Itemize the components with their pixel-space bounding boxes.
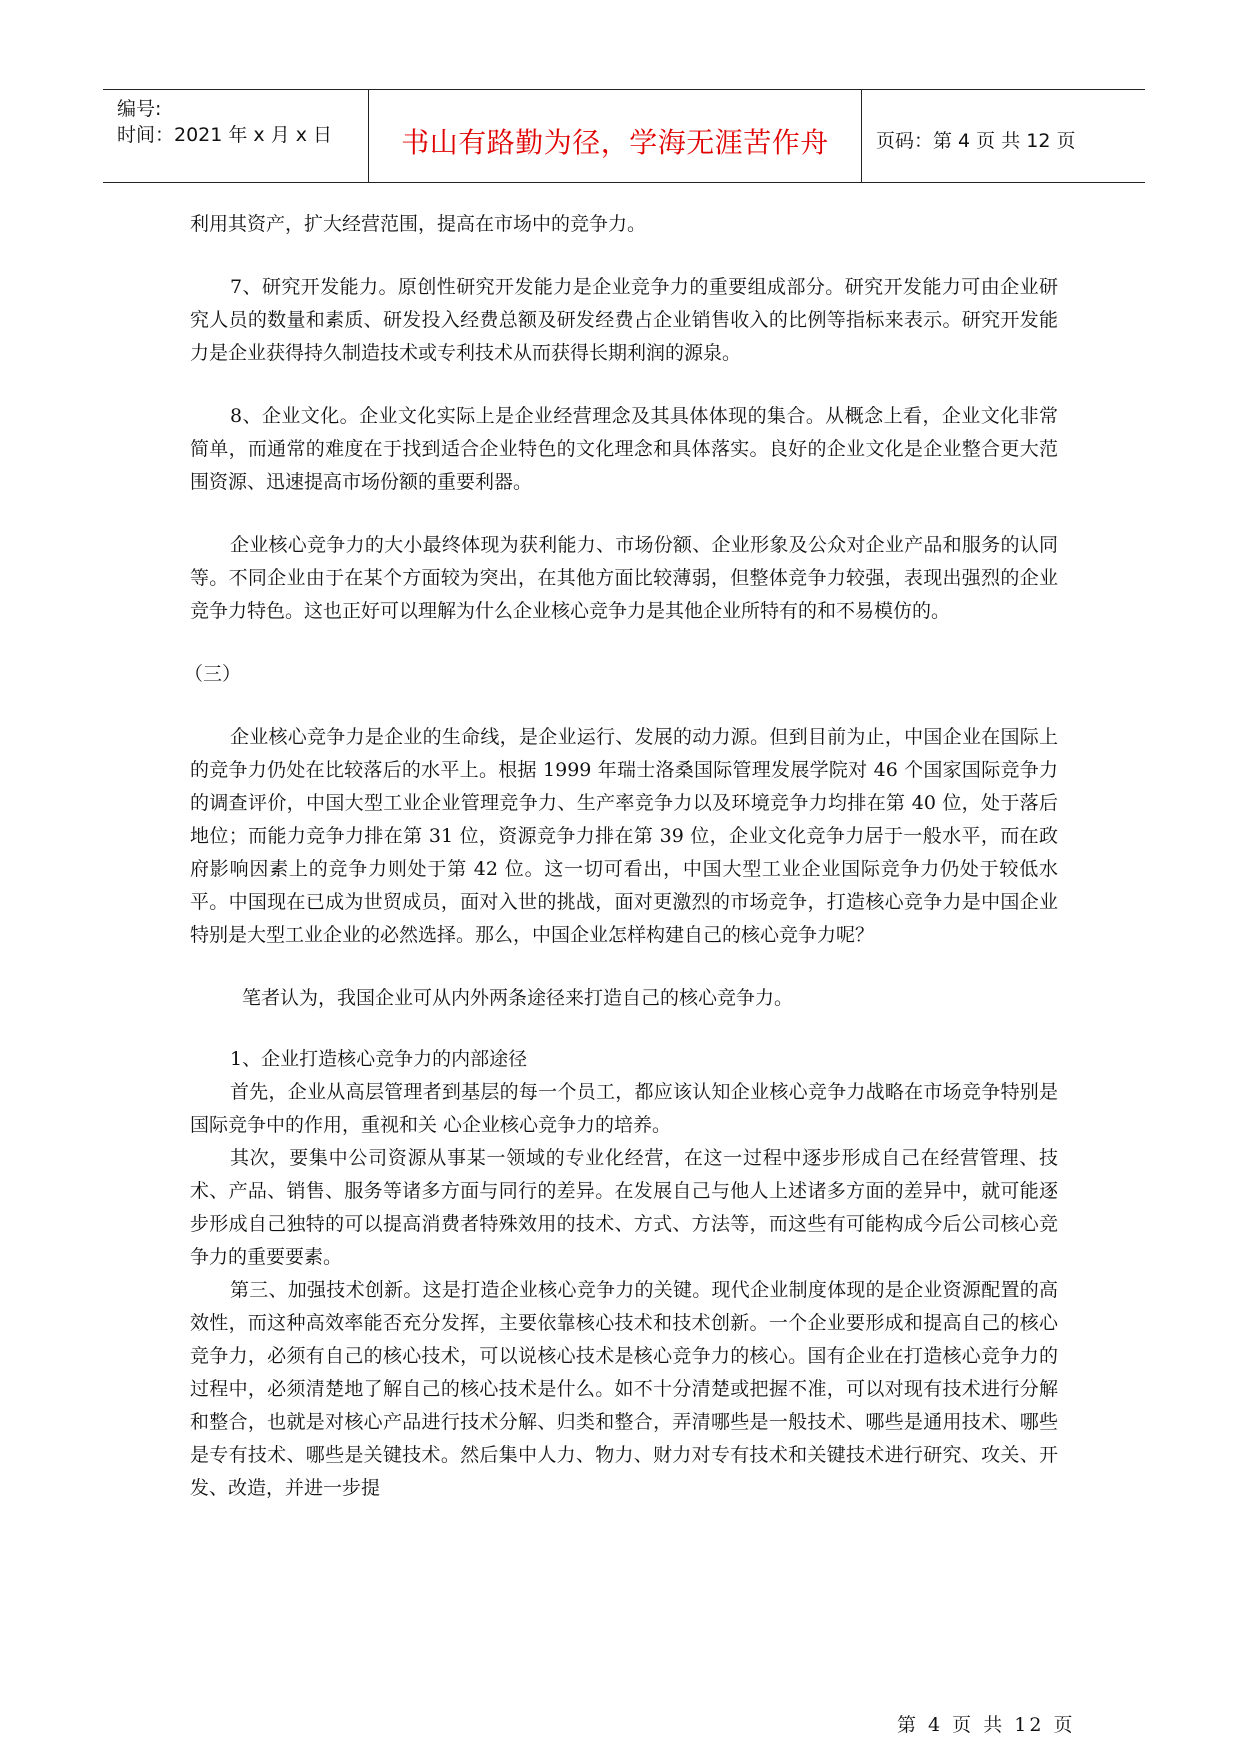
paragraph: 企业核心竞争力的大小最终体现为获利能力、市场份额、企业形象及公众对企业产品和服务的认同等。不同企业由于在某个方面较为突出，在其他方面比较薄弱，但整体竞争力较强，表现出强烈的企业竞争力特色。这也正好可以理解为什么企业核心竞争力是其他企业所特有的和不易模仿的。: [190, 534, 1058, 622]
document-time-label: 时间：2021 年 x 月 x 日: [117, 124, 333, 146]
paragraph: 其次，要集中公司资源从事某一领域的专业化经营，在这一过程中逐步形成自己在经营管理、技术、产品、销售、服务等诸多方面与同行的差异。在发展自己与他人上述诸多方面的差异中，就可能逐步形成自己独特的可以提高消费者特殊效用的技术、方式、方法等，而这些有可能构成今后公司核心竞争力的重要要素。: [190, 1147, 1058, 1268]
document-number-label: 编号:: [117, 98, 162, 120]
header-motto: 书山有路勤为径，学海无涯苦作舟: [401, 126, 829, 159]
paragraph: 7、研究开发能力。原创性研究开发能力是企业竞争力的重要组成部分。研究开发能力可由企业研究人员的数量和素质、研发投入经费总额及研发经费占企业销售收入的比例等指标来表示。研究开发能力是企业获得持久制造技术或专利技术从而获得长期利润的源泉。: [190, 276, 1058, 364]
document-body: [184, 208, 1058, 1505]
page-footer: 第 4 页 共 12 页: [897, 1714, 1076, 1736]
section-heading: （三）: [184, 663, 242, 685]
paragraph: 企业核心竞争力是企业的生命线，是企业运行、发展的动力源。但到目前为止，中国企业在国际上的竞争力仍处在比较落后的水平上。根据 1999 年瑞士洛桑国际管理发展学院对 46 个国家国际竞争力的调查评价，中国大型工业企业管理竞争力、生产率竞争力以及环境竞争力均排在第 40 位，处于落后地位；而能力竞争力排在第 31 位，资源竞争力排在第 39 位，企业文化竞争力居于一般水平，而在政府影响因素上的竞争力则处于第 42 位。这一切可看出，中国大型工业企业国际竞争力仍处于较低水平。中国现在已成为世贸成员，面对入世的挑战，面对更激烈的市场竞争，打造核心竞争力是中国企业特别是大型工业企业的必然选择。那么，中国企业怎样构建自己的核心竞争力呢？: [190, 726, 1058, 946]
paragraph: 8、企业文化。企业文化实际上是企业经营理念及其具体体现的集合。从概念上看，企业文化非常简单，而通常的难度在于找到适合企业特色的文化理念和具体落实。良好的企业文化是企业整合更大范围资源、迅速提高市场份额的重要利器。: [190, 405, 1058, 493]
header-left-cell: [103, 90, 368, 182]
page-header: [103, 89, 1145, 183]
header-middle-cell: [368, 90, 862, 182]
paragraph: 利用其资产，扩大经营范围，提高在市场中的竞争力。: [190, 213, 647, 235]
paragraph: 第三、加强技术创新。这是打造企业核心竞争力的关键。现代企业制度体现的是企业资源配置的高效性，而这种高效率能否充分发挥，主要依靠核心技术和技术创新。一个企业要形成和提高自己的核心竞争力，必须有自己的核心技术，可以说核心技术是核心竞争力的核心。国有企业在打造核心竞争力的过程中，必须清楚地了解自己的核心技术是什么。如不十分清楚或把握不准，可以对现有技术进行分解和整合，也就是对核心产品进行技术分解、归类和整合，弄清哪些是一般技术、哪些是通用技术、哪些是专有技术、哪些是关键技术。然后集中人力、物力、财力对专有技术和关键技术进行研究、攻关、开发、改造，并进一步提: [190, 1279, 1058, 1499]
paragraph: 首先，企业从高层管理者到基层的每一个员工，都应该认知企业核心竞争力战略在市场竞争特别是国际竞争中的作用，重视和关 心企业核心竞争力的培养。: [190, 1081, 1058, 1136]
header-right-cell: [860, 90, 1145, 182]
header-page-label: 页码：第 4 页 共 12 页: [876, 130, 1076, 152]
subsection-heading: 1、企业打造核心竞争力的内部途径: [230, 1048, 528, 1070]
paragraph: 笔者认为，我国企业可从内外两条途径来打造自己的核心竞争力。: [242, 987, 794, 1009]
